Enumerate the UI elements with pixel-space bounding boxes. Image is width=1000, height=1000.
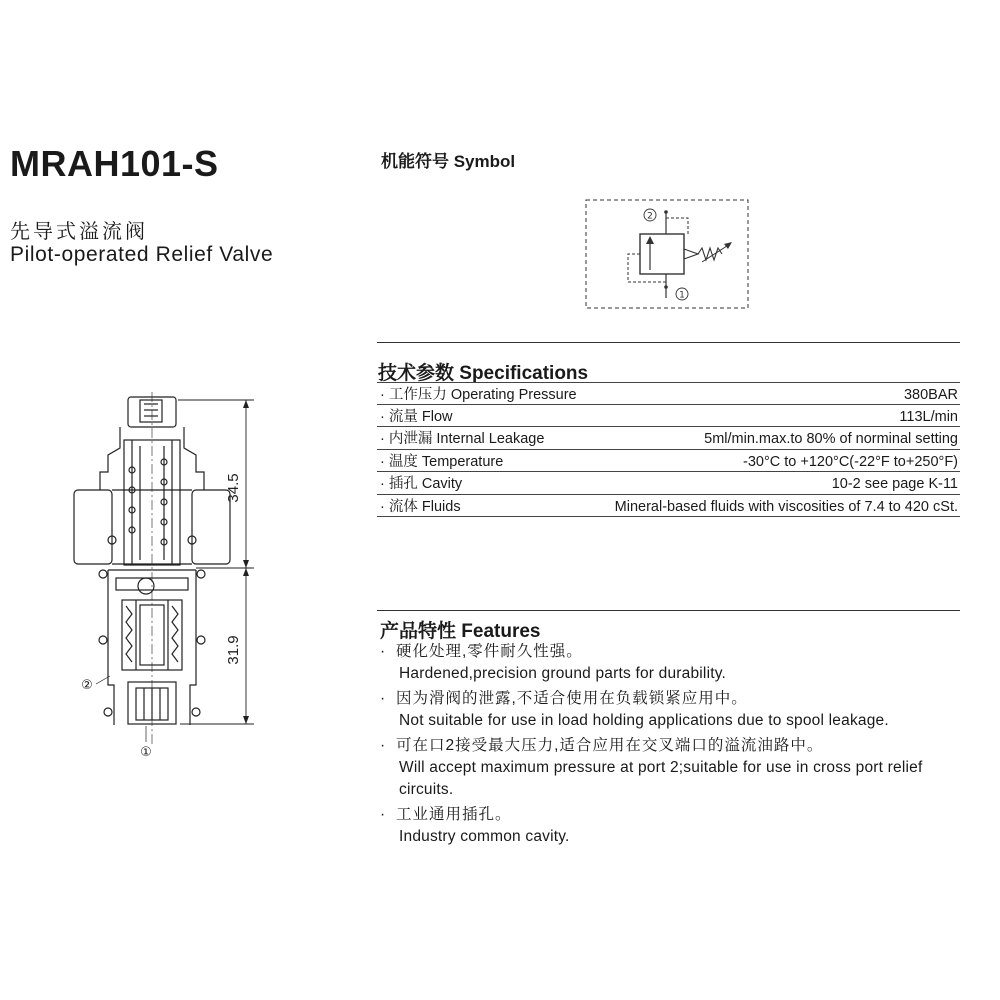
feature-cn: 因为滑阀的泄露,不适合使用在负载锁紧应用中。 [396, 690, 748, 707]
spec-value: 113L/min [899, 408, 958, 425]
bullet: · [380, 690, 387, 707]
feature-en: Not suitable for use in load holding applications due to spool leakage. [399, 712, 889, 729]
spec-label: · 工作压力 Operating Pressure [380, 387, 577, 403]
bullet: · [380, 737, 387, 754]
spec-value: 10-2 see page K-11 [831, 476, 958, 492]
symbol-port1-label: 1 [679, 290, 685, 301]
hydraulic-symbol-diagram [584, 198, 752, 312]
feature-item [380, 804, 980, 848]
bullet: · [380, 643, 387, 660]
spec-row-cavity [377, 472, 960, 495]
feature-cn: 硬化处理,零件耐久性强。 [396, 643, 583, 660]
spec-label: · 内泄漏 Internal Leakage [380, 431, 545, 447]
feature-item [380, 735, 980, 801]
product-name-en: Pilot-operated Relief Valve [10, 243, 274, 266]
spec-heading: 技术参数 Specifications [378, 363, 589, 384]
feature-en: Hardened,precision ground parts for durability. [399, 665, 727, 682]
feature-cn: 工业通用插孔。 [396, 806, 512, 823]
spec-table [377, 382, 960, 517]
drawing-port2-label: ② [81, 678, 93, 693]
drawing-port1-label: ① [140, 745, 152, 760]
spec-label: · 流量 Flow [380, 408, 453, 425]
features-heading: 产品特性 Features [380, 621, 541, 642]
spec-row-fluids [377, 495, 960, 518]
spec-value: -30°C to +120°C(-22°F to+250°F) [742, 453, 958, 470]
feature-item [380, 688, 980, 732]
dimension-lower: 31.9 [225, 635, 242, 665]
feature-en: Will accept maximum pressure at port 2;suitable for use in cross port relief circuits. [399, 759, 923, 798]
symbol-port2-label: 2 [647, 211, 653, 222]
feature-item [380, 641, 980, 685]
spec-row-temperature [377, 450, 960, 473]
dimension-upper: 34.5 [225, 473, 242, 503]
spec-label: · 流体 Fluids [380, 498, 461, 515]
feature-cn: 可在口2接受最大压力,适合应用在交叉端口的溢流油路中。 [396, 737, 824, 754]
spec-row-leakage [377, 427, 960, 450]
spec-label: · 插孔 Cavity [380, 476, 463, 492]
page-title: MRAH101-S [10, 143, 219, 184]
spec-value: 5ml/min.max.to 80% of norminal setting [704, 431, 958, 447]
features-list [380, 641, 980, 851]
features-section-rule [377, 610, 960, 611]
spec-value: 380BAR [903, 387, 958, 403]
product-name-cn: 先导式溢流阀 [10, 221, 148, 243]
spec-row-pressure [377, 382, 960, 405]
bullet: · [380, 806, 387, 823]
symbol-heading: 机能符号 Symbol [381, 152, 516, 171]
spec-value: Mineral-based fluids with viscosities of 7.4 to 420 cSt. [614, 498, 958, 515]
spec-label: · 温度 Temperature [380, 453, 504, 470]
spec-row-flow [377, 405, 960, 428]
feature-en: Industry common cavity. [399, 828, 570, 845]
spec-section-rule [377, 342, 960, 343]
valve-cross-section-drawing [70, 385, 270, 765]
